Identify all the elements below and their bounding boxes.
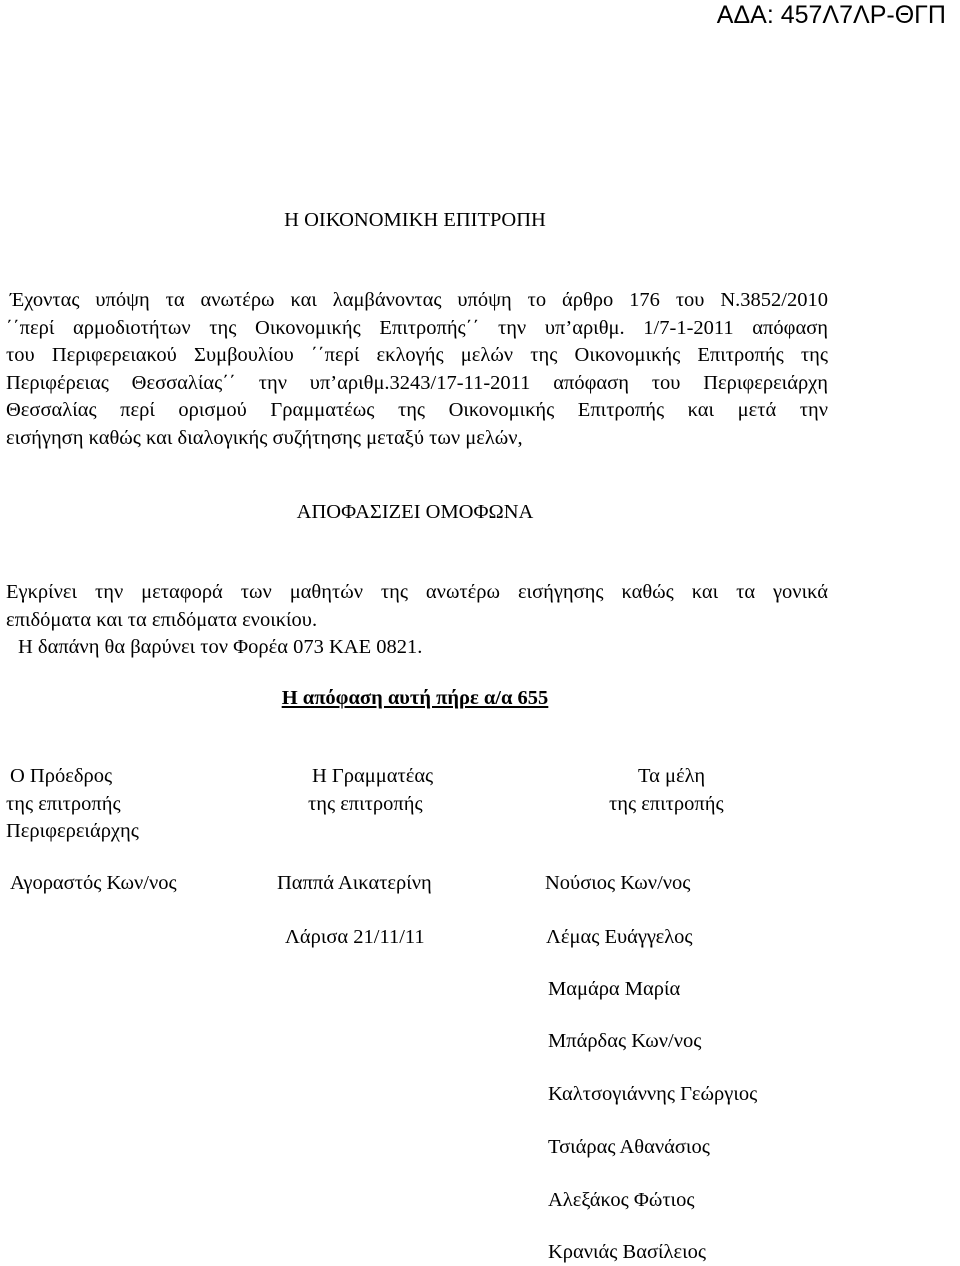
approval-line: επιδόματα και τα επιδόματα ενοικίου. [6, 608, 318, 631]
preamble-line: Περιφέρειας Θεσσαλίας΄΄ την υπ’αριθμ.3243/17-11-2011 απόφαση του Περιφερειάρχη [6, 371, 828, 394]
preamble-line: Θεσσαλίας περί ορισμού Γραμματέως της Οικονομικής Επιτροπής και μετά την [6, 399, 828, 422]
member-name: Κρανιάς Βασίλειος [548, 1241, 706, 1263]
secretary-subtitle: της επιτροπής [308, 793, 423, 815]
preamble-line: ΄΄περί αρμοδιοτήτων της Οικονομικής Επιτροπής΄΄ την υπ’αριθμ. 1/7-1-2011 απόφαση [6, 316, 828, 339]
expense-line: Η δαπάνη θα βαρύνει τον Φορέα 073 ΚΑΕ 0821. [18, 636, 423, 658]
member-name: Τσιάρας Αθανάσιος [548, 1136, 710, 1158]
document-title: Η ΟΙΚΟΝΟΜΙΚΗ ΕΠΙΤΡΟΠΗ [284, 209, 546, 231]
decision-number: Η απόφαση αυτή πήρε α/α 655 [281, 687, 549, 709]
approval-line: Εγκρίνει την μεταφορά των μαθητών της ανωτέρω εισήγησης καθώς και τα γονικά [6, 581, 828, 603]
chair-subtitle: της επιτροπής [6, 793, 121, 815]
member-name: Μαμάρα Μαρία [548, 978, 681, 1000]
decides-heading: ΑΠΟΦΑΣΙΖΕΙ ΟΜΟΦΩΝΑ [296, 501, 534, 523]
preamble-line: του Περιφερειακού Συμβουλίου ΄΄περί εκλογής μελών της Οικονομικής Επιτροπής της [6, 344, 828, 367]
member-name: Καλτσογιάννης Γεώργιος [548, 1083, 758, 1105]
approval-paragraph [6, 579, 828, 634]
secretary-title: Η Γραμματέας [312, 765, 434, 787]
chair-role: Περιφερειάρχης [6, 820, 139, 842]
members-title: Τα μέλη [638, 765, 706, 787]
secretary-name: Παππά Αικατερίνη [277, 872, 432, 894]
preamble-paragraph [6, 287, 828, 453]
member-name: Αλεξάκος Φώτιος [548, 1189, 695, 1211]
member-name: Λέμας Ευάγγελος [546, 926, 693, 948]
preamble-line: Έχοντας υπόψη τα ανωτέρω και λαμβάνοντας υπόψη το άρθρο 176 του Ν.3852/2010 [10, 289, 828, 311]
chair-name: Αγοραστός Κων/νος [10, 872, 177, 894]
member-name: Μπάρδας Κων/νος [548, 1030, 702, 1052]
chair-title: Ο Πρόεδρος [10, 765, 113, 787]
place-date: Λάρισα 21/11/11 [285, 926, 425, 948]
member-name: Νούσιος Κων/νος [545, 872, 691, 894]
preamble-line: εισήγηση καθώς και διαλογικής συζήτησης μεταξύ των μελών, [6, 426, 523, 449]
ada-code: ΑΔΑ: 457Λ7ΛΡ-ΘΓΠ [716, 1, 946, 29]
members-subtitle: της επιτροπής [609, 793, 724, 815]
